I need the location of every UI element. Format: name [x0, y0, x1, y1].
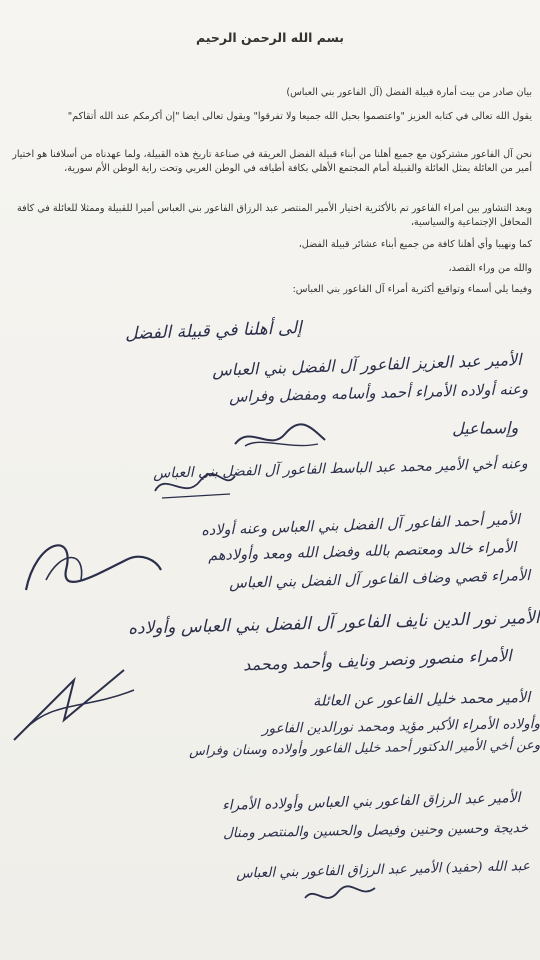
handwritten-line: الأمراء منصور ونصر ونايف وأحمد ومحمد: [243, 646, 513, 675]
handwritten-line: خديجة وحسين وحنين وفيصل والحسين والمنتصر ومنال: [222, 820, 529, 842]
handwritten-line: الأمير محمد خليل الفاعور عن العائلة: [312, 690, 531, 710]
paragraph-heading: بيان صادر من بيت أمارة قبيلة الفضل (آل الفاعور بني العباس): [286, 87, 532, 98]
paragraph-signatories-intro: وفيما يلي أسماء وتواقيع أكثرية أمراء آل الفاعور بني العباس:: [292, 284, 532, 295]
handwritten-line: عبد الله (حفيد) الأمير عبد الرزاق الفاعور بني العباس: [235, 858, 531, 882]
signature-mark: [230, 416, 330, 456]
handwritten-line: الأمير عبد العزيز الفاعور آل الفضل بني العباس: [212, 350, 523, 380]
paragraph-history: نحن آل الفاعور مشتركون مع جميع أهلنا من أبناء قبيلة الفضل العريقة في صناعة تاريخ هذه القبيلة، ولما عهدناه من أسلافنا هو اختيار أمير من العائلة يمثل العائلة والقبيلة أمام المجتمع الأهلي بكافة أطيافه في الوطن العربي وتحت راية الوطن الأم سورية،: [12, 149, 532, 174]
handwritten-line: الأمير نور الدين نايف الفاعور آل الفضل بني العباس وأولاده: [128, 608, 540, 639]
handwritten-line: وعنه أخي الأمير محمد عبد الباسط الفاعور آل الفضل بني العباس: [153, 456, 529, 482]
signature-mark: [4, 660, 144, 750]
paragraph-appeal: كما ونهيبا وأي أهلنا كافة من جميع أبناء عشائر قبيلة الفضل،: [298, 239, 532, 250]
signature-mark: [300, 880, 380, 910]
handwritten-line: الأمراء خالد ومعتصم بالله وفضل الله ومعد وأولادهم: [207, 540, 517, 565]
handwritten-line: الأمير أحمد الفاعور آل الفضل بني العباس وعنه أولاده: [200, 512, 521, 540]
handwritten-line: الأمير عبد الرزاق الفاعور بني العباس وأولاده الأمراء: [221, 790, 521, 814]
document-title: بسم الله الرحمن الرحيم: [196, 30, 344, 45]
paragraph-election: وبعد التشاور بين امراء الفاعور تم بالأكثرية اختيار الأمير المنتصر عبد الرزاق الفاعور بني العباس أميرا للقبيلة وممثلا للعائلة في كافة المحافل الإجتماعية والسياسية،: [16, 203, 532, 228]
handwritten-line: وإسماعيل: [451, 418, 519, 439]
signature-mark: [6, 530, 166, 600]
handwritten-line: وأولاده الأمراء الأكبر مؤيد ومحمد نورالدين الفاعور: [261, 716, 540, 737]
signature-mark: [150, 466, 240, 506]
handwritten-line: إلى أهلنا في قبيلة الفضل: [124, 318, 303, 345]
handwritten-line: وعن أخي الأمير الدكتور أحمد خليل الفاعور وأولاده وسنان وفراس: [188, 738, 540, 760]
paragraph-quran: يقول الله تعالى في كتابه العزيز "واعتصموا بحبل الله جميعا ولا تفرقوا" ويقول تعالى ايضا "إن أكرمكم عند الله أتقاكم": [67, 111, 532, 122]
handwritten-line: الأمراء قصي وضاف الفاعور آل الفضل بني العباس: [228, 568, 531, 592]
handwritten-line: وعنه أولاده الأمراء أحمد وأسامه ومفضل وفراس: [228, 380, 529, 406]
paragraph-closing: والله من وراء القصد،: [448, 263, 532, 274]
